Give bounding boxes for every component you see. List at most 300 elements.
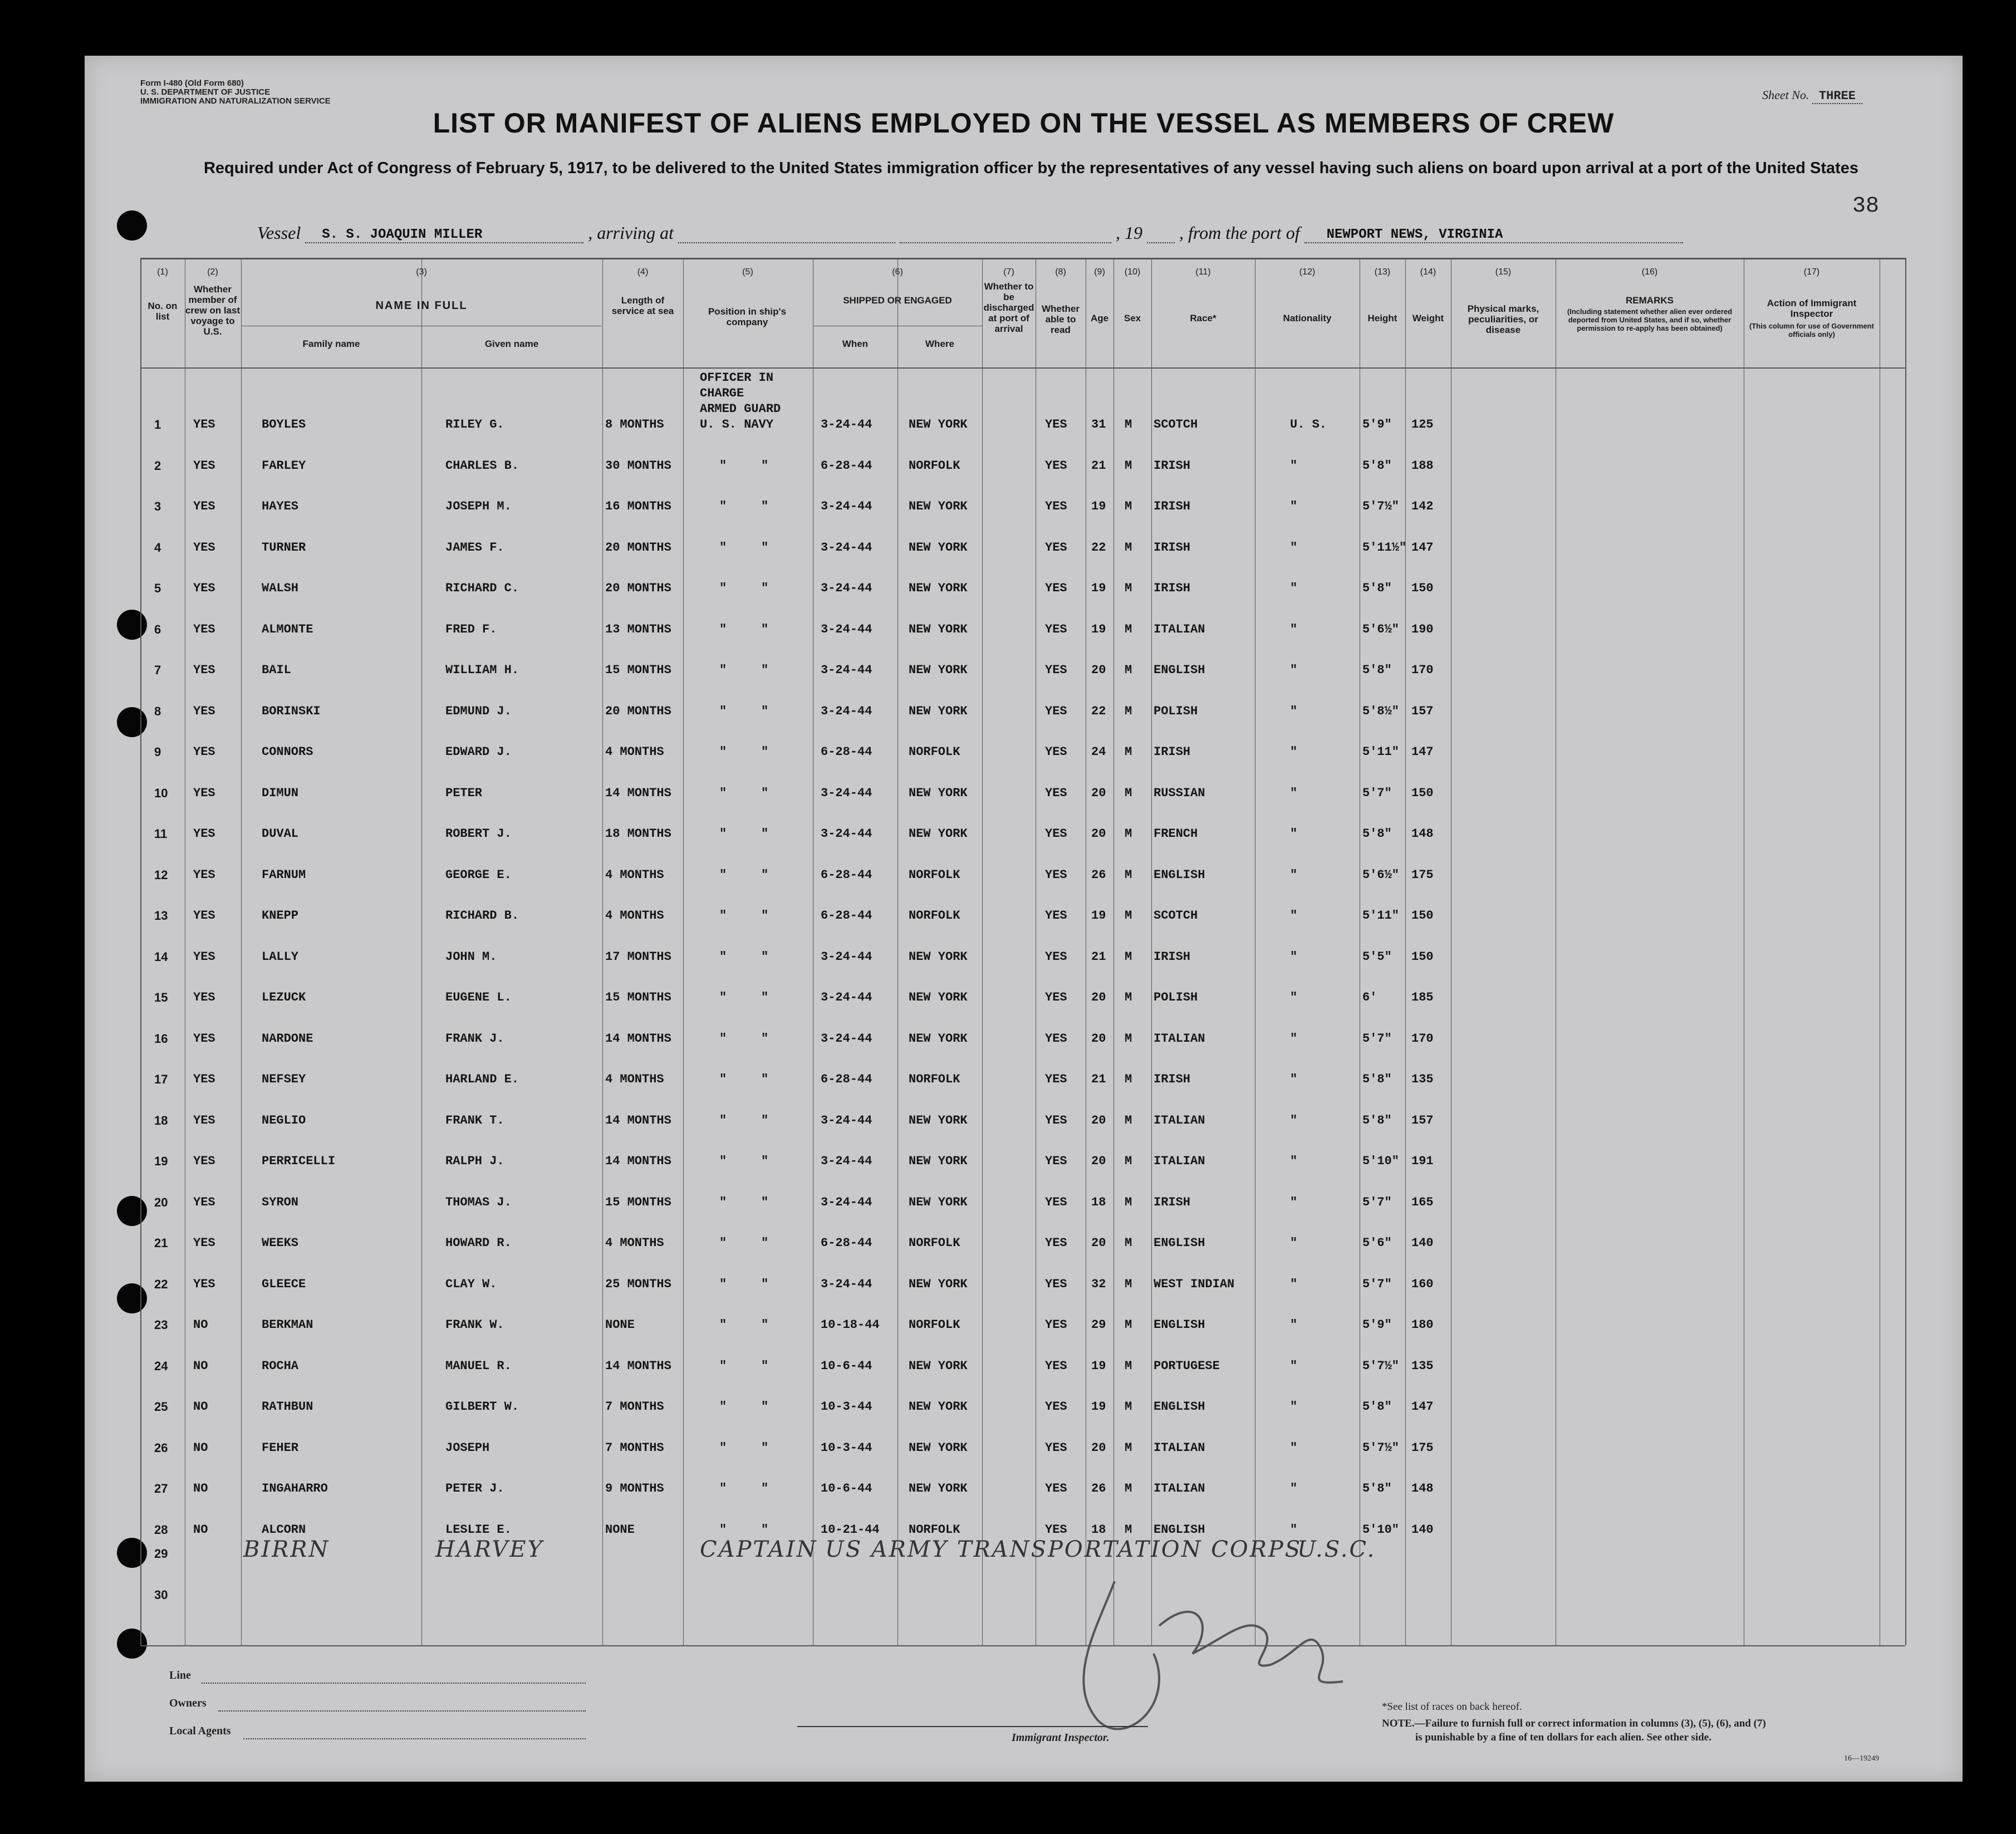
nationality: " xyxy=(1290,1359,1298,1373)
sex: M xyxy=(1125,540,1132,555)
sex: M xyxy=(1125,786,1132,800)
crew-on-last-voyage: NO xyxy=(193,1482,208,1495)
crew-on-last-voyage: YES xyxy=(193,540,215,555)
department-name: U. S. DEPARTMENT OF JUSTICE xyxy=(140,87,271,97)
shipped-where: NEW YORK xyxy=(909,663,968,677)
nationality: " xyxy=(1290,1154,1298,1168)
table-row xyxy=(85,418,1963,434)
length-of-service: 14 MONTHS xyxy=(605,1359,671,1373)
given-name: LESLIE E. xyxy=(445,1522,512,1537)
given-name: EDMUND J. xyxy=(445,704,512,718)
given-name: JAMES F. xyxy=(445,540,504,555)
able-to-read: YES xyxy=(1045,1359,1067,1373)
age: 20 xyxy=(1091,990,1106,1004)
family-name: ALMONTE xyxy=(262,622,313,636)
col14-number: (14) xyxy=(1420,267,1436,277)
row-number: 25 xyxy=(154,1400,168,1414)
position-ditto: " xyxy=(719,1236,727,1250)
height: 5'8½" xyxy=(1362,704,1400,718)
sex: M xyxy=(1125,1400,1132,1414)
given-name: JOHN M. xyxy=(445,949,497,964)
race: IRISH xyxy=(1154,745,1191,759)
weight: 148 xyxy=(1411,1482,1434,1495)
length-of-service: 15 MONTHS xyxy=(605,663,671,677)
table-row xyxy=(85,704,1963,721)
sex: M xyxy=(1125,1072,1132,1086)
shipped-where: NEW YORK xyxy=(909,827,968,841)
sex: M xyxy=(1125,704,1132,718)
family-name: PERRICELLI xyxy=(262,1154,336,1168)
crew-on-last-voyage: YES xyxy=(193,1031,215,1046)
nationality: " xyxy=(1290,1482,1298,1495)
given-name: RICHARD B. xyxy=(445,909,519,923)
sex: M xyxy=(1125,745,1132,759)
position-ditto: " xyxy=(719,745,727,759)
position-ditto: " xyxy=(761,458,769,473)
sex: M xyxy=(1125,1277,1132,1291)
row29-number: 29 xyxy=(154,1547,168,1561)
table-row xyxy=(85,1236,1963,1253)
height: 5'7" xyxy=(1362,1277,1392,1291)
shipped-when: 6-28-44 xyxy=(821,1236,872,1250)
shipped-when: 3-24-44 xyxy=(821,418,872,431)
able-to-read: YES xyxy=(1045,867,1067,882)
row-number: 22 xyxy=(154,1277,168,1291)
sex: M xyxy=(1125,581,1132,595)
table-row xyxy=(85,827,1963,844)
crew-on-last-voyage: NO xyxy=(193,1359,208,1373)
given-name: JOSEPH xyxy=(445,1440,490,1455)
document-title: LIST OR MANIFEST OF ALIENS EMPLOYED ON THE VESSEL AS MEMBERS OF CREW xyxy=(433,107,1615,139)
shipped-when: 3-24-44 xyxy=(821,786,872,800)
family-name-header: Family name xyxy=(302,339,360,349)
shipped-when: 10-6-44 xyxy=(821,1359,872,1373)
race: POLISH xyxy=(1154,990,1198,1004)
height: 5'8" xyxy=(1362,458,1392,473)
position-ditto: " xyxy=(761,1318,769,1332)
table-row xyxy=(85,1154,1963,1171)
race: ITALIAN xyxy=(1154,1154,1205,1168)
race-note: *See list of races on back hereof. xyxy=(1382,1701,1522,1713)
sex: M xyxy=(1125,990,1132,1004)
crew-on-last-voyage: YES xyxy=(193,622,215,636)
local-agents-field xyxy=(243,1725,586,1739)
race: ENGLISH xyxy=(1154,663,1205,677)
able-to-read: YES xyxy=(1045,827,1067,841)
family-name: NEGLIO xyxy=(262,1113,306,1127)
height: 5'11" xyxy=(1362,909,1400,923)
nationality: " xyxy=(1290,663,1298,677)
given-name: FRED F. xyxy=(445,622,497,636)
able-to-read: YES xyxy=(1045,786,1067,800)
col10-number: (10) xyxy=(1124,267,1141,277)
given-name: RILEY G. xyxy=(445,418,504,431)
row-number: 8 xyxy=(154,704,161,718)
age: 19 xyxy=(1091,909,1106,923)
given-name: RALPH J. xyxy=(445,1154,504,1168)
weight: 191 xyxy=(1411,1154,1434,1168)
table-header-rule xyxy=(140,367,1905,369)
shipped-where: NORFOLK xyxy=(909,867,960,882)
col16-number: (16) xyxy=(1641,267,1658,277)
position-ditto: " xyxy=(761,909,769,923)
row-number: 5 xyxy=(154,581,161,595)
position-ditto: " xyxy=(761,1113,769,1127)
sex: M xyxy=(1125,1482,1132,1495)
table-row xyxy=(85,1400,1963,1416)
table-row xyxy=(85,1114,1963,1130)
shipped-when: 10-6-44 xyxy=(821,1482,872,1495)
sex: M xyxy=(1125,663,1132,677)
family-name: LALLY xyxy=(262,949,299,964)
col15-header: Physical marks, peculiarities, or disease xyxy=(1467,303,1539,335)
shipped-when: 3-24-44 xyxy=(821,663,872,677)
crew-on-last-voyage: YES xyxy=(193,1277,215,1291)
col11-header: Race* xyxy=(1190,313,1217,323)
nationality: " xyxy=(1290,704,1298,718)
col1-number: (1) xyxy=(157,267,168,277)
race: ENGLISH xyxy=(1154,1400,1205,1414)
position-ditto: " xyxy=(719,1359,727,1373)
col5-header: Position in ship's company xyxy=(708,306,787,327)
shipped-where: NEW YORK xyxy=(909,418,968,431)
weight: 135 xyxy=(1411,1072,1434,1086)
race: ITALIAN xyxy=(1154,1440,1205,1455)
punch-hole xyxy=(117,1538,147,1568)
length-of-service: 20 MONTHS xyxy=(605,704,671,718)
age: 19 xyxy=(1091,581,1106,595)
row-number: 19 xyxy=(154,1154,168,1168)
family-name: DIMUN xyxy=(262,786,299,800)
race: IRISH xyxy=(1154,581,1191,595)
length-of-service: 13 MONTHS xyxy=(605,622,671,636)
position-ditto: " xyxy=(761,1440,769,1455)
port-value: NEWPORT NEWS, VIRGINIA xyxy=(1326,227,1503,242)
able-to-read: YES xyxy=(1045,1522,1067,1537)
position-ditto: " xyxy=(761,786,769,800)
shipped-where: NEW YORK xyxy=(909,1031,968,1046)
nationality: " xyxy=(1290,745,1298,759)
shipped-when: 6-28-44 xyxy=(821,458,872,473)
row-number: 10 xyxy=(154,786,168,800)
height: 5'8" xyxy=(1362,1072,1392,1086)
manifest-sheet xyxy=(85,56,1963,1782)
race: ITALIAN xyxy=(1154,622,1205,636)
family-name: NEFSEY xyxy=(262,1072,306,1086)
length-of-service: 14 MONTHS xyxy=(605,1154,671,1168)
when-header: When xyxy=(842,339,869,349)
col17-number: (17) xyxy=(1803,267,1820,277)
family-name: NARDONE xyxy=(262,1031,313,1046)
age: 20 xyxy=(1091,1031,1106,1046)
position-ditto: " xyxy=(719,1522,727,1537)
able-to-read: YES xyxy=(1045,1031,1067,1046)
sheet-number-value: THREE xyxy=(1812,89,1862,104)
weight: 190 xyxy=(1411,622,1434,636)
table-row xyxy=(85,745,1963,762)
age: 20 xyxy=(1091,1154,1106,1168)
shipped-where: NEW YORK xyxy=(909,1154,968,1168)
family-name: FARLEY xyxy=(262,458,306,473)
given-name: RICHARD C. xyxy=(445,581,519,595)
shipped-when: 6-28-44 xyxy=(821,867,872,882)
position-ditto: " xyxy=(719,786,727,800)
shipped-where: NEW YORK xyxy=(909,990,968,1004)
sex: M xyxy=(1125,827,1132,841)
family-name: CONNORS xyxy=(262,745,313,759)
given-name: THOMAS J. xyxy=(445,1195,512,1209)
age: 31 xyxy=(1091,418,1106,431)
length-of-service: 14 MONTHS xyxy=(605,1031,671,1046)
length-of-service: 25 MONTHS xyxy=(605,1277,671,1291)
nationality: U. S. xyxy=(1290,418,1327,431)
nationality: " xyxy=(1290,867,1298,882)
given-name: EDWARD J. xyxy=(445,745,512,759)
punch-hole xyxy=(117,210,147,241)
crew-on-last-voyage: YES xyxy=(193,867,215,882)
shipped-when: 10-3-44 xyxy=(821,1440,872,1455)
sex: M xyxy=(1125,622,1132,636)
position-ditto: " xyxy=(761,1359,769,1373)
service-name: IMMIGRATION AND NATURALIZATION SERVICE xyxy=(140,96,331,106)
vessel-value: S. S. JOAQUIN MILLER xyxy=(322,227,483,242)
height: 5'8" xyxy=(1362,1113,1392,1127)
port-field xyxy=(1304,229,1683,243)
position-ditto: " xyxy=(719,622,727,636)
nationality: " xyxy=(1290,1440,1298,1455)
position-ditto: " xyxy=(719,1154,727,1168)
crew-on-last-voyage: NO xyxy=(193,1522,208,1537)
row-number: 6 xyxy=(154,622,161,636)
position-ditto: " xyxy=(719,1195,727,1209)
col12-number: (12) xyxy=(1299,267,1316,277)
weight: 175 xyxy=(1411,867,1434,882)
position-ditto: " xyxy=(719,663,727,677)
shipped-where: NEW YORK xyxy=(909,949,968,964)
crew-on-last-voyage: NO xyxy=(193,1400,208,1414)
nationality: " xyxy=(1290,1236,1298,1250)
table-row xyxy=(85,1359,1963,1376)
col2-header: Whether member of crew on last voyage to U.S. xyxy=(185,284,241,337)
height: 5'7" xyxy=(1362,1031,1392,1046)
family-name: FEHER xyxy=(262,1440,299,1455)
age: 24 xyxy=(1091,745,1106,759)
able-to-read: YES xyxy=(1045,1400,1067,1414)
arriving-label: , arriving at xyxy=(588,223,674,243)
shipped-where: NEW YORK xyxy=(909,1195,968,1209)
able-to-read: YES xyxy=(1045,1277,1067,1291)
height: 5'7½" xyxy=(1362,1440,1400,1455)
table-row xyxy=(85,990,1963,1007)
able-to-read: YES xyxy=(1045,622,1067,636)
position-ditto: " xyxy=(761,499,769,513)
table-row xyxy=(85,786,1963,803)
position-ditto: " xyxy=(761,1400,769,1414)
inspector-signature-line xyxy=(797,1726,1148,1727)
family-name: KNEPP xyxy=(262,909,299,923)
height: 5'7" xyxy=(1362,1195,1392,1209)
crew-on-last-voyage: YES xyxy=(193,949,215,964)
row-number: 21 xyxy=(154,1236,168,1250)
nationality: " xyxy=(1290,622,1298,636)
age: 26 xyxy=(1091,1482,1106,1495)
table-row xyxy=(85,1318,1963,1335)
shipped-when: 3-24-44 xyxy=(821,622,872,636)
weight: 170 xyxy=(1411,663,1434,677)
weight: 147 xyxy=(1411,745,1434,759)
length-of-service: 20 MONTHS xyxy=(605,540,671,555)
col9-number: (9) xyxy=(1094,267,1105,277)
weight: 170 xyxy=(1411,1031,1434,1046)
weight: 180 xyxy=(1411,1318,1434,1332)
height: 6' xyxy=(1362,990,1377,1004)
length-of-service: 30 MONTHS xyxy=(605,458,671,473)
table-row xyxy=(85,1032,1963,1048)
document-subtitle: Required under Act of Congress of February 5, 1917, to be delivered to the United States immigration officer by the representatives of any vessel having such aliens on board upon arrival at a port of the United States xyxy=(203,159,1859,177)
length-of-service: NONE xyxy=(605,1522,635,1537)
penalty-note: NOTE.—Failure to furnish full or correct information in columns (3), (5), (6), and (7) xyxy=(1382,1718,1766,1729)
owners-label: Owners xyxy=(169,1697,207,1709)
form-number: Form I-480 (Old Form 680) xyxy=(140,79,244,88)
race: IRISH xyxy=(1154,458,1191,473)
col11-number: (11) xyxy=(1195,267,1211,277)
local-agents-label: Local Agents xyxy=(169,1725,231,1737)
race: ITALIAN xyxy=(1154,1031,1205,1046)
where-header: Where xyxy=(925,339,954,349)
given-name: HOWARD R. xyxy=(445,1236,512,1250)
col6-header: SHIPPED OR ENGAGED xyxy=(843,295,952,306)
family-name: GLEECE xyxy=(262,1277,306,1291)
row30-number: 30 xyxy=(154,1588,168,1602)
given-name: CLAY W. xyxy=(445,1277,497,1291)
weight: 150 xyxy=(1411,786,1434,800)
height: 5'8" xyxy=(1362,827,1392,841)
race: SCOTCH xyxy=(1154,418,1198,431)
position-ditto: " xyxy=(719,499,727,513)
given-name: CHARLES B. xyxy=(445,458,519,473)
race: POLISH xyxy=(1154,704,1198,718)
crew-on-last-voyage: YES xyxy=(193,990,215,1004)
table-row xyxy=(85,868,1963,885)
race: ITALIAN xyxy=(1154,1113,1205,1127)
crew-on-last-voyage: YES xyxy=(193,1154,215,1168)
given-name: GILBERT W. xyxy=(445,1400,519,1414)
shipped-when: 3-24-44 xyxy=(821,1195,872,1209)
weight: 150 xyxy=(1411,949,1434,964)
crew-on-last-voyage: YES xyxy=(193,1072,215,1086)
height: 5'6½" xyxy=(1362,622,1400,636)
position-ditto: " xyxy=(719,867,727,882)
shipped-where: NEW YORK xyxy=(909,704,968,718)
position-ditto: " xyxy=(761,867,769,882)
family-name: BERKMAN xyxy=(262,1318,313,1332)
crew-on-last-voyage: YES xyxy=(193,418,215,431)
row29-nationality: U.S.C. xyxy=(1297,1537,1376,1562)
shipped-where: NEW YORK xyxy=(909,1440,968,1455)
family-name: RATHBUN xyxy=(262,1400,313,1414)
position-ditto: " xyxy=(761,990,769,1004)
shipped-when: 3-24-44 xyxy=(821,581,872,595)
shipped-when: 3-24-44 xyxy=(821,704,872,718)
sex: M xyxy=(1125,867,1132,882)
able-to-read: YES xyxy=(1045,1072,1067,1086)
age: 26 xyxy=(1091,867,1106,882)
col17-subheader: (This column for use of Government officials only) xyxy=(1749,322,1874,339)
age: 21 xyxy=(1091,949,1106,964)
able-to-read: YES xyxy=(1045,745,1067,759)
table-row xyxy=(85,499,1963,516)
weight: 185 xyxy=(1411,990,1434,1004)
weight: 125 xyxy=(1411,418,1434,431)
age: 18 xyxy=(1091,1522,1106,1537)
nationality: " xyxy=(1290,949,1298,964)
nationality: " xyxy=(1290,786,1298,800)
able-to-read: YES xyxy=(1045,540,1067,555)
sex: M xyxy=(1125,949,1132,964)
position-ditto: " xyxy=(761,540,769,555)
col1-header: No. on list xyxy=(148,301,178,322)
race: WEST INDIAN xyxy=(1154,1277,1235,1291)
weight: 160 xyxy=(1411,1277,1434,1291)
height: 5'7½" xyxy=(1362,1359,1400,1373)
row29-position: CAPTAIN xyxy=(700,1537,818,1562)
shipped-when: 3-24-44 xyxy=(821,1277,872,1291)
shipped-where: NORFOLK xyxy=(909,1236,960,1250)
height: 5'9" xyxy=(1362,1318,1392,1332)
shipped-where: NORFOLK xyxy=(909,1522,960,1537)
sheet-number xyxy=(1762,88,1862,103)
crew-on-last-voyage: YES xyxy=(193,1195,215,1209)
sex: M xyxy=(1125,1440,1132,1455)
page-number: 38 xyxy=(1852,194,1879,219)
length-of-service: 15 MONTHS xyxy=(605,990,671,1004)
sex: M xyxy=(1125,1031,1132,1046)
shipped-where: NEW YORK xyxy=(909,499,968,513)
position-ditto: " xyxy=(719,1031,727,1046)
length-of-service: 20 MONTHS xyxy=(605,581,671,595)
position-ditto: " xyxy=(761,622,769,636)
port-label: , from the port of xyxy=(1179,223,1300,243)
position-ditto: " xyxy=(719,1277,727,1291)
given-name-header: Given name xyxy=(484,339,539,349)
line-label: Line xyxy=(169,1669,191,1681)
height: 5'9" xyxy=(1362,418,1392,431)
position-ditto: " xyxy=(719,1072,727,1086)
table-row xyxy=(85,1072,1963,1089)
height: 5'11" xyxy=(1362,745,1400,759)
race: IRISH xyxy=(1154,499,1191,513)
weight: 140 xyxy=(1411,1236,1434,1250)
weight: 147 xyxy=(1411,1400,1434,1414)
position-ditto: " xyxy=(719,1318,727,1332)
position-ditto: " xyxy=(761,663,769,677)
age: 18 xyxy=(1091,1195,1106,1209)
height: 5'8" xyxy=(1362,1482,1392,1495)
nationality: " xyxy=(1290,581,1298,595)
height: 5'6" xyxy=(1362,1236,1392,1250)
race: RUSSIAN xyxy=(1154,786,1205,800)
age: 20 xyxy=(1091,663,1106,677)
position-line: CHARGE xyxy=(700,386,744,400)
position-ditto: " xyxy=(719,581,727,595)
family-name: INGAHARRO xyxy=(262,1482,328,1495)
shipped-when: 6-28-44 xyxy=(821,745,872,759)
shipped-when: 3-24-44 xyxy=(821,499,872,513)
table-top-rule xyxy=(140,258,1905,259)
weight: 142 xyxy=(1411,499,1434,513)
sex: M xyxy=(1125,458,1132,473)
shipped-where: NEW YORK xyxy=(909,622,968,636)
